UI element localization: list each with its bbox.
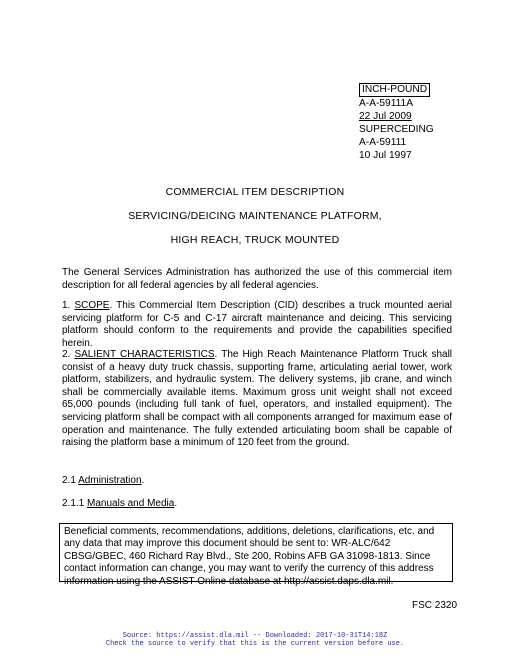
salient-number: 2.	[62, 349, 71, 360]
section-2-1-1	[62, 498, 452, 511]
document-id: A-A-59111A	[359, 98, 413, 109]
section-2-1	[62, 475, 452, 488]
item-title: SERVICING/DEICING MAINTENANCE PLATFORM,	[128, 210, 382, 222]
section-2-1-1-period: .	[174, 498, 178, 509]
item-subtitle: HIGH REACH, TRUCK MOUNTED	[170, 234, 340, 246]
source-line: Source: https://assist.dla.mil -- Downloaded: 2017-10-31T14:18Z	[122, 632, 388, 640]
document-identification-block	[359, 83, 434, 162]
intro-paragraph: The General Services Administration has authorized the use of this commercial item description for all federal agencies by all federal agencies.	[62, 267, 452, 291]
salient-heading: SALIENT CHARACTERISTICS	[74, 349, 215, 360]
scope-text: . This Commercial Item Description (CID) describes a truck mounted aerial servicing platform for C-5 and C-17 aircraft maintenance and deicing. This servicing platform should conform to the requirements and provide the capabilities specified herein.	[62, 300, 453, 349]
salient-characteristics-paragraph	[62, 349, 452, 450]
section-2-1-period: .	[141, 475, 145, 486]
comments-notice-box: Beneficial comments, recommendations, additions, deletions, clarifications, etc. and any data that may improve this document should be sent to: WR-ALC/642 CBSG/GBEC, 460 Richard Ray Blvd., Ste 200, Robins AFB GA 31098-1813. Since contact information can change, you may want to verify the currency of this address information using the ASSIST Online database at http://assist.daps.dla.mil.	[59, 523, 453, 582]
check-source-line: Check the source to verify that this is the current version before use.	[105, 640, 405, 649]
superseded-document-date: 10 Jul 1997	[359, 150, 412, 161]
superseding-label: SUPERCEDING	[359, 124, 434, 135]
scope-number: 1.	[62, 300, 71, 311]
section-2-1-1-number: 2.1.1	[62, 498, 85, 509]
section-2-1-1-heading: Manuals and Media	[87, 498, 175, 509]
section-2-1-number: 2.1	[62, 475, 76, 486]
section-2-1-heading: Administration	[78, 475, 142, 486]
download-source-footer	[0, 632, 510, 649]
fsc-code: FSC 2320	[412, 600, 458, 611]
document-type-title: COMMERCIAL ITEM DESCRIPTION	[165, 186, 345, 198]
salient-text: . The High Reach Maintenance Platform Truck shall consist of a heavy duty truck chassis, supporting frame, articulating aerial tower, work platform, stabilizers, and hydraulic system. The delivery systems, jib crane, and winch shall be commercially available items. Maximum gross unit weight shall not exceed 65,000 pounds (including full tank of fuel, operators, and installed equipment). The servicing platform shall be compact with all components arranged for maximum ease of operation and maintenance. The fully extended articulating boom shall be capable of raising the platform base a minimum of 120 feet from the ground.	[62, 349, 453, 449]
scope-heading: SCOPE	[74, 300, 110, 311]
scope-paragraph	[62, 300, 452, 350]
standard-label: INCH-POUND	[359, 83, 430, 97]
superseded-document-id: A-A-59111	[359, 137, 407, 148]
document-date: 22 Jul 2009	[359, 111, 412, 122]
